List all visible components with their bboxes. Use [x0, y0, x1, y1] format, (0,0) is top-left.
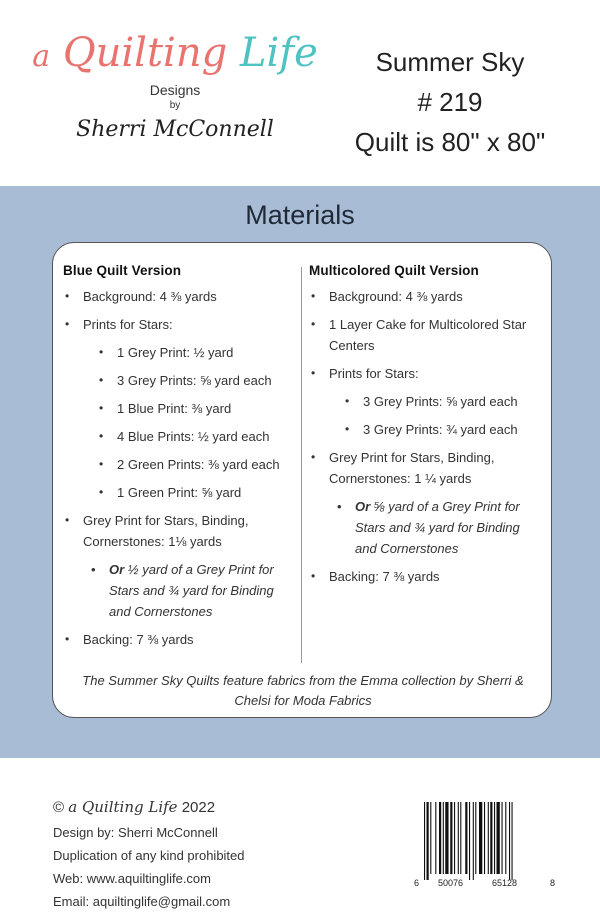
website[interactable]: Web: www.aquiltinglife.com: [53, 871, 211, 886]
list-item: • 1 Green Print: ⅝ yard: [63, 482, 295, 503]
logo-quilting: Quilting: [62, 30, 228, 76]
logo-by: by: [169, 100, 181, 111]
barcode-digits-2: 65128: [492, 878, 518, 888]
materials-card: [52, 242, 552, 718]
logo-wordmark: [30, 30, 320, 80]
barcode-bar: [469, 802, 470, 880]
barcode-bar: [494, 802, 495, 874]
barcode-bars: [424, 802, 513, 880]
multicolored-version-column: [309, 263, 545, 594]
barcode-bar: [445, 802, 448, 874]
barcode-bar: [509, 802, 510, 880]
copyright-symbol: ©: [53, 799, 65, 816]
footer-info: [53, 796, 245, 913]
pattern-title-block: [340, 42, 560, 162]
header: [0, 0, 600, 186]
list-item: • 3 Grey Prints: ⅝ yard each: [309, 391, 545, 412]
logo-author: Sherri McConnell: [76, 117, 274, 142]
copyright-brand: a Quilting Life: [68, 798, 178, 816]
barcode-bar: [475, 802, 476, 874]
list-item: • 3 Grey Prints: ¾ yard each: [309, 419, 545, 440]
barcode-digit-left: 6: [414, 878, 420, 888]
barcode-bar: [484, 802, 485, 874]
list-item: • 1 Grey Print: ½ yard: [63, 342, 295, 363]
multicolored-version-heading: Multicolored Quilt Version: [309, 263, 479, 278]
list-item: • Background: 4 ⅜ yards: [309, 286, 545, 307]
barcode-bar: [439, 802, 441, 874]
quilt-size: Quilt is 80" x 80": [354, 127, 546, 157]
barcode-bar: [424, 802, 425, 880]
copyright-line: [53, 796, 245, 819]
list-item: • Backing: 7 ⅜ yards: [63, 629, 295, 650]
barcode-bar: [460, 802, 461, 874]
barcode-bar: [505, 802, 506, 874]
pattern-number: # 219: [417, 87, 483, 117]
barcode-bar: [435, 802, 436, 874]
barcode-bar: [497, 802, 500, 874]
column-divider: [301, 267, 302, 663]
barcode-bar: [454, 802, 455, 874]
note-text: ⅝ yard of a Grey Print for Stars and ¾ yard for Binding and Cornerstones: [355, 499, 520, 556]
list-item: • 1 Layer Cake for Multicolored Star Centers: [309, 314, 545, 356]
list-item: • 1 Blue Print: ⅜ yard: [63, 398, 295, 419]
design-by: Design by: Sherri McConnell: [53, 825, 218, 840]
note-text: ½ yard of a Grey Print for Stars and ¾ yard for Binding and Cornerstones: [109, 562, 274, 619]
barcode-bar: [427, 802, 429, 880]
barcode-bar: [502, 802, 503, 874]
materials-title: Materials: [245, 200, 355, 230]
logo-designs: Designs: [149, 82, 201, 98]
alternate-note: [309, 496, 545, 559]
list-item: • Grey Print for Stars, Binding, Cornerstones: 1⅛ yards: [63, 510, 295, 552]
pattern-name: Summer Sky: [375, 47, 525, 77]
blue-version-column: [63, 263, 295, 657]
list-item: • Prints for Stars:: [63, 314, 295, 335]
email[interactable]: Email: aquiltinglife@gmail.com: [53, 894, 231, 909]
barcode-bar: [430, 802, 431, 874]
list-item: • 2 Green Prints: ⅜ yard each: [63, 454, 295, 475]
barcode-bar: [458, 802, 459, 874]
list-item: • Grey Print for Stars, Binding, Cornerstones: 1 ¼ yards: [309, 447, 545, 489]
barcode-digit-right: 8: [550, 878, 556, 888]
barcode-bar: [450, 802, 452, 874]
barcode-digits-1: 50076: [438, 878, 464, 888]
barcode-bar: [488, 802, 489, 874]
blue-version-heading: Blue Quilt Version: [63, 263, 182, 278]
barcode-bar: [465, 802, 467, 874]
note-or: Or: [109, 562, 125, 577]
barcode-bar: [512, 802, 513, 880]
list-item: • Backing: 7 ⅜ yards: [309, 566, 545, 587]
list-item: • Background: 4 ⅜ yards: [63, 286, 295, 307]
barcode-bar: [490, 802, 492, 874]
duplication-notice: Duplication of any kind prohibited: [53, 848, 245, 863]
list-item: • 3 Grey Prints: ⅝ yard each: [63, 370, 295, 391]
list-item: • Prints for Stars:: [309, 363, 545, 384]
fabric-footnote: The Summer Sky Quilts feature fabrics from the Emma collection by Sherri & Chelsi for Moda Fabrics: [82, 673, 524, 708]
note-or: Or: [355, 499, 371, 514]
barcode-bar: [443, 802, 444, 874]
barcode-bar: [473, 802, 474, 880]
logo-a: a: [32, 39, 51, 74]
alternate-note: [63, 559, 295, 622]
logo-life: Life: [239, 30, 318, 76]
list-item: • 4 Blue Prints: ½ yard each: [63, 426, 295, 447]
brand-logo: [30, 30, 320, 142]
barcode-bar: [479, 802, 482, 874]
copyright-year: 2022: [181, 799, 216, 816]
barcode: [412, 800, 557, 890]
